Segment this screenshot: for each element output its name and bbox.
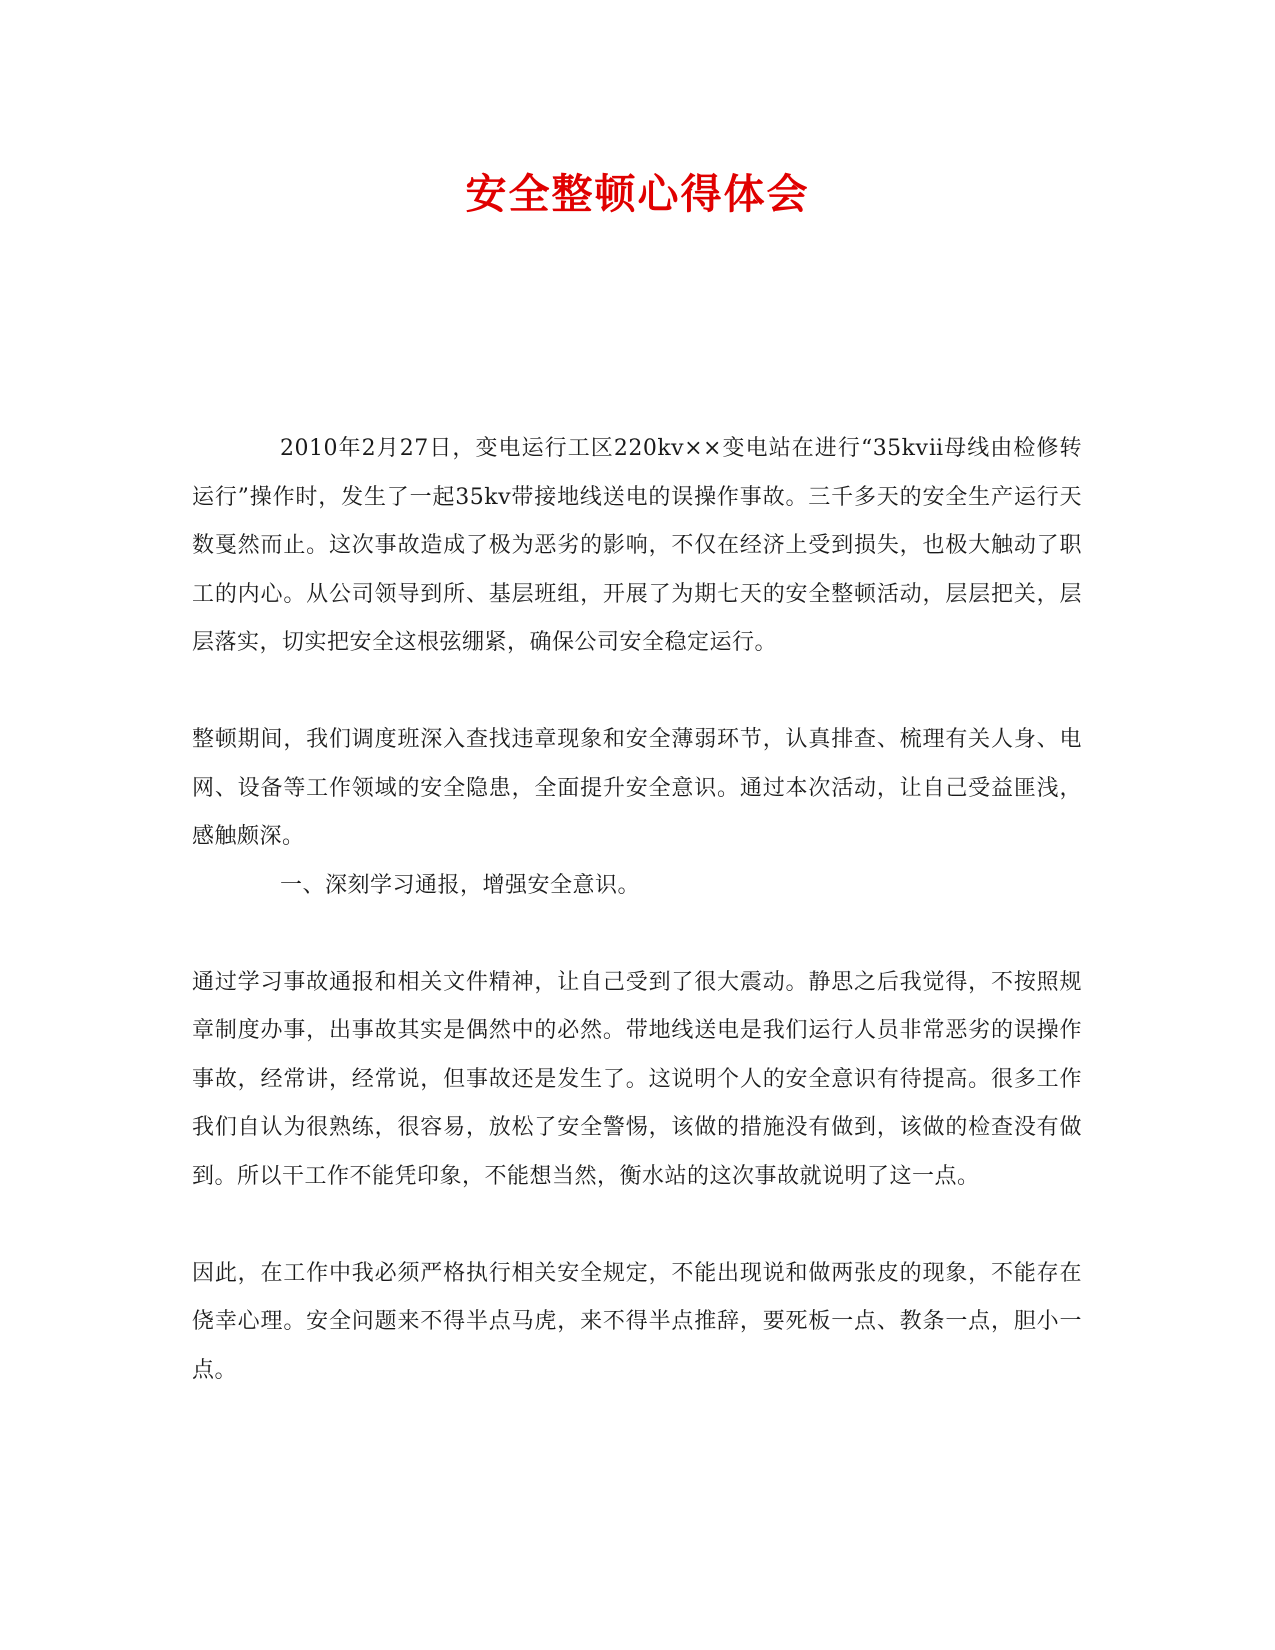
paragraph-rectification: 整顿期间，我们调度班深入查找违章现象和安全薄弱环节，认真排查、梳理有关人身、电网、设备等工作领域的安全隐患，全面提升安全意识。通过本次活动，让自己受益匪浅，感触颇深。 [192, 727, 1082, 849]
paragraph-spacer [192, 1201, 1082, 1250]
paragraph-spacer [192, 668, 1082, 717]
paragraph-study: 通过学习事故通报和相关文件精神，让自己受到了很大震动。静思之后我觉得，不按照规章制度办事，出事故其实是偶然中的必然。带地线送电是我们运行人员非常恶劣的误操作事故，经常讲，经常说，但事故还是发生了。这说明个人的安全意识有待提高。很多工作我们自认为很熟练，很容易，放松了安全警惕，该做的措施没有做到，该做的检查没有做到。所以干工作不能凭印象，不能想当然，衡水站的这次事故就说明了这一点。 [192, 969, 1082, 1189]
paragraph-conclusion: 因此，在工作中我必须严格执行相关安全规定，不能出现说和做两张皮的现象，不能存在侥幸心理。安全问题来不得半点马虎，来不得半点推辞，要死板一点、教条一点，胆小一点。 [192, 1260, 1082, 1383]
paragraph-spacer [192, 910, 1082, 959]
document-title: 安全整顿心得体会 [465, 170, 810, 218]
document-body [192, 425, 1082, 1395]
paragraph-incident: 2010年2月27日，变电运行工区220kv××变电站在进行“35kvⅱ母线由检修转运行”操作时，发生了一起35kv带接地线送电的误操作事故。三千多天的安全生产运行天数戛然而止。这次事故造成了极为恶劣的影响，不仅在经济上受到损失，也极大触动了职工的内心。从公司领导到所、基层班组，开展了为期七天的安全整顿活动，层层把关，层层落实，切实把安全这根弦绷紧，确保公司安全稳定运行。 [192, 436, 1082, 655]
section-heading-1: 一、深刻学习通报，增强安全意识。 [280, 872, 641, 898]
